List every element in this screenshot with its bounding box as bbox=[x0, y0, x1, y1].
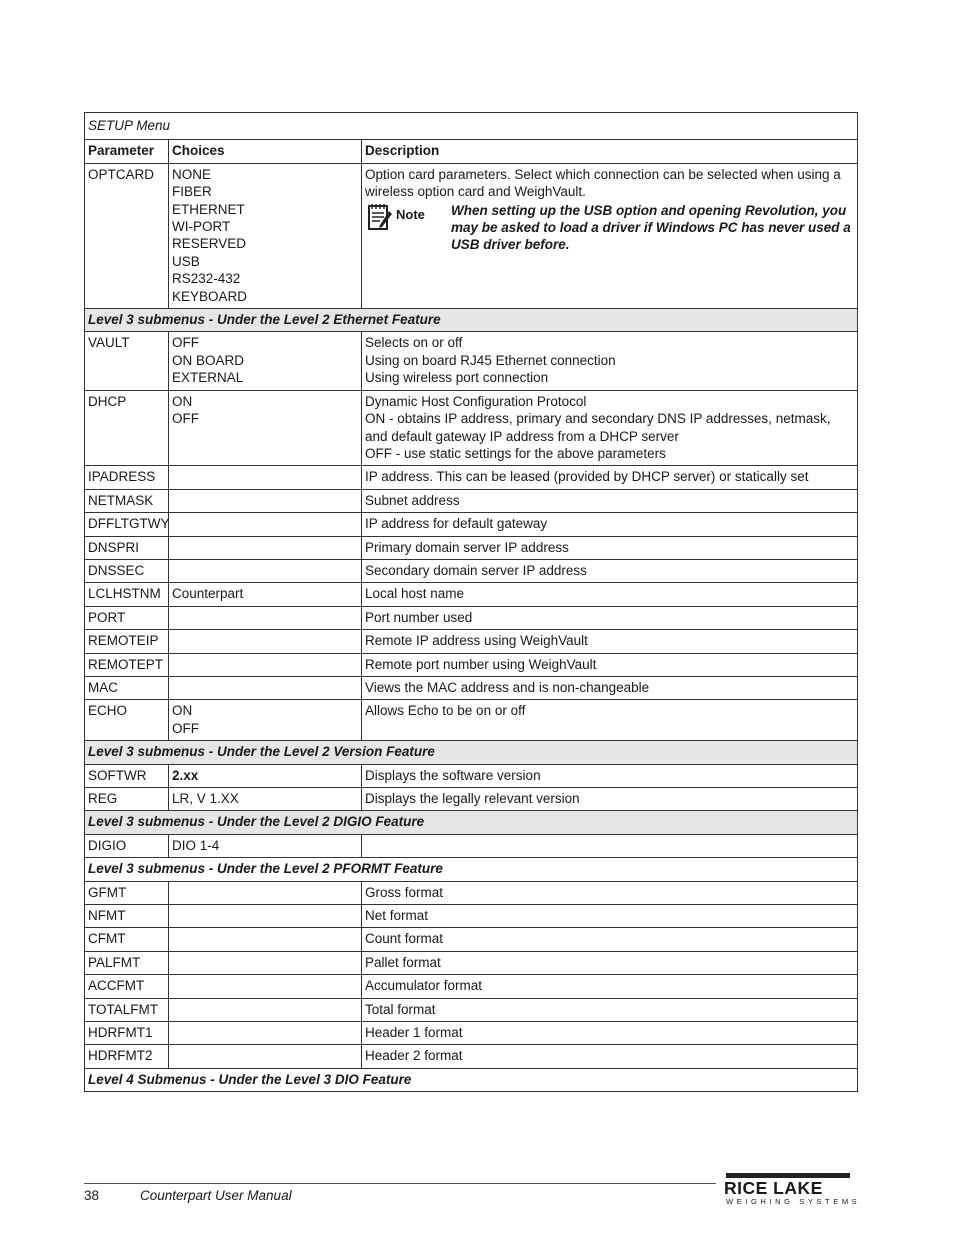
param-cell: NFMT bbox=[85, 905, 169, 928]
choice-item: RS232-432 bbox=[172, 271, 241, 287]
param-cell: CFMT bbox=[85, 928, 169, 951]
description-cell: IP address. This can be leased (provided by DHCP server) or statically set bbox=[362, 466, 858, 489]
param-cell: DNSSEC bbox=[85, 559, 169, 582]
setup-menu-table bbox=[84, 112, 858, 1092]
choices-cell bbox=[169, 466, 362, 489]
choice-item: ON bbox=[172, 703, 193, 719]
choices-cell bbox=[169, 653, 362, 676]
table-row bbox=[85, 466, 858, 489]
note-box bbox=[365, 202, 854, 254]
description-cell: Subnet address bbox=[362, 489, 858, 512]
logo-sub-text: WEIGHING SYSTEMS bbox=[726, 1197, 861, 1206]
description-cell: Secondary domain server IP address bbox=[362, 559, 858, 582]
description-line: Selects on or off bbox=[365, 335, 463, 351]
description-cell: Header 2 format bbox=[362, 1045, 858, 1068]
table-row bbox=[85, 536, 858, 559]
table-row bbox=[85, 653, 858, 676]
table-row-vault bbox=[85, 332, 858, 390]
param-cell: ECHO bbox=[85, 700, 169, 741]
choice-item: ON bbox=[172, 393, 193, 409]
param-cell: MAC bbox=[85, 676, 169, 699]
choice-item: NONE bbox=[172, 166, 212, 182]
choices-cell bbox=[169, 905, 362, 928]
description-cell: Pallet format bbox=[362, 951, 858, 974]
choices-cell bbox=[169, 881, 362, 904]
table-row bbox=[85, 928, 858, 951]
choices-cell: DIO 1-4 bbox=[169, 834, 362, 857]
description-cell: Remote IP address using WeighVault bbox=[362, 630, 858, 653]
param-cell: ACCFMT bbox=[85, 975, 169, 998]
note-text: When setting up the USB option and opening Revolution, you may be asked to load a driver if Windows PC has never used a USB driver before. bbox=[451, 202, 851, 253]
choice-item: OFF bbox=[172, 335, 199, 351]
header-parameter: Parameter bbox=[85, 140, 169, 163]
section-title: Level 3 submenus - Under the Level 2 DIGIO Feature bbox=[85, 811, 858, 834]
choices-cell bbox=[169, 998, 362, 1021]
table-row bbox=[85, 676, 858, 699]
choices-cell bbox=[169, 700, 362, 741]
section-row bbox=[85, 1068, 858, 1091]
section-row bbox=[85, 811, 858, 834]
table-title: SETUP Menu bbox=[85, 113, 858, 140]
description-cell: Primary domain server IP address bbox=[362, 536, 858, 559]
param-cell: OPTCARD bbox=[85, 163, 169, 308]
choice-item: USB bbox=[172, 253, 200, 269]
section-row bbox=[85, 858, 858, 881]
header-description: Description bbox=[362, 140, 858, 163]
description-line: Using on board RJ45 Ethernet connection bbox=[365, 352, 616, 368]
choices-cell bbox=[169, 1045, 362, 1068]
table-row-dhcp bbox=[85, 390, 858, 466]
param-cell: GFMT bbox=[85, 881, 169, 904]
choices-cell bbox=[169, 390, 362, 466]
table-row bbox=[85, 513, 858, 536]
table-row bbox=[85, 559, 858, 582]
section-title: Level 4 Submenus - Under the Level 3 DIO Feature bbox=[85, 1068, 858, 1091]
choice-item: EXTERNAL bbox=[172, 370, 244, 386]
choice-item: WI-PORT bbox=[172, 219, 231, 235]
note-badge bbox=[365, 202, 451, 254]
choices-cell bbox=[169, 332, 362, 390]
notepad-icon bbox=[365, 202, 395, 232]
table-row-optcard bbox=[85, 163, 858, 308]
choices-cell bbox=[169, 951, 362, 974]
description-cell: Remote port number using WeighVault bbox=[362, 653, 858, 676]
table-row bbox=[85, 998, 858, 1021]
description-cell bbox=[362, 332, 858, 390]
description-cell: Count format bbox=[362, 928, 858, 951]
param-cell: DHCP bbox=[85, 390, 169, 466]
choices-cell: LR, V 1.XX bbox=[169, 788, 362, 811]
choices-cell: 2.xx bbox=[169, 764, 362, 787]
param-cell: HDRFMT1 bbox=[85, 1022, 169, 1045]
section-title: Level 3 submenus - Under the Level 2 Version Feature bbox=[85, 741, 858, 764]
choices-cell bbox=[169, 1022, 362, 1045]
table-row-echo bbox=[85, 700, 858, 741]
rice-lake-logo bbox=[724, 1173, 861, 1206]
table-row bbox=[85, 606, 858, 629]
description-line: Dynamic Host Configuration Protocol bbox=[365, 393, 587, 409]
description-text: Option card parameters. Select which connection can be selected when using a wireless option card and WeighVault. bbox=[365, 166, 841, 200]
param-cell: DNSPRI bbox=[85, 536, 169, 559]
table-row bbox=[85, 630, 858, 653]
choice-item: RESERVED bbox=[172, 236, 247, 252]
choices-cell bbox=[169, 163, 362, 308]
param-cell: REG bbox=[85, 788, 169, 811]
logo-main-text: RICE LAKE bbox=[724, 1178, 823, 1198]
choices-cell bbox=[169, 606, 362, 629]
param-cell: REMOTEPT bbox=[85, 653, 169, 676]
description-line: OFF - use static settings for the above parameters bbox=[365, 445, 666, 461]
param-cell: SOFTWR bbox=[85, 764, 169, 787]
section-row bbox=[85, 741, 858, 764]
page-number: 38 bbox=[84, 1188, 100, 1203]
description-cell: Local host name bbox=[362, 583, 858, 606]
manual-title: Counterpart User Manual bbox=[140, 1188, 292, 1203]
choice-item: OFF bbox=[172, 411, 199, 427]
table-row bbox=[85, 881, 858, 904]
param-cell: IPADRESS bbox=[85, 466, 169, 489]
table-row bbox=[85, 489, 858, 512]
description-cell: Total format bbox=[362, 998, 858, 1021]
param-cell: TOTALFMT bbox=[85, 998, 169, 1021]
choices-cell bbox=[169, 536, 362, 559]
choice-item: ETHERNET bbox=[172, 201, 245, 217]
table-row bbox=[85, 1045, 858, 1068]
table-row bbox=[85, 951, 858, 974]
table-row bbox=[85, 975, 858, 998]
description-cell: Views the MAC address and is non-changeable bbox=[362, 676, 858, 699]
choices-cell bbox=[169, 630, 362, 653]
description-cell: Allows Echo to be on or off bbox=[362, 700, 858, 741]
table-title-row bbox=[85, 113, 858, 140]
param-cell: HDRFMT2 bbox=[85, 1045, 169, 1068]
table-row bbox=[85, 1022, 858, 1045]
param-cell: LCLHSTNM bbox=[85, 583, 169, 606]
description-line: ON - obtains IP address, primary and secondary DNS IP addresses, netmask, and default gateway IP address from a DHCP server bbox=[365, 411, 831, 444]
description-cell: Gross format bbox=[362, 881, 858, 904]
choices-cell bbox=[169, 975, 362, 998]
choices-cell bbox=[169, 489, 362, 512]
param-cell: VAULT bbox=[85, 332, 169, 390]
description-cell bbox=[362, 390, 858, 466]
table-row bbox=[85, 764, 858, 787]
choice-item: FIBER bbox=[172, 184, 212, 200]
param-cell: PORT bbox=[85, 606, 169, 629]
section-title: Level 3 submenus - Under the Level 2 Ethernet Feature bbox=[85, 309, 858, 332]
footer-rule bbox=[84, 1183, 716, 1184]
section-row bbox=[85, 309, 858, 332]
note-label: Note bbox=[396, 206, 425, 222]
param-cell: NETMASK bbox=[85, 489, 169, 512]
section-title: Level 3 submenus - Under the Level 2 PFORMT Feature bbox=[85, 858, 858, 881]
description-cell: Displays the software version bbox=[362, 764, 858, 787]
choices-cell bbox=[169, 928, 362, 951]
table-row bbox=[85, 583, 858, 606]
description-cell: IP address for default gateway bbox=[362, 513, 858, 536]
param-cell: DFFLTGTWY bbox=[85, 513, 169, 536]
description-cell: Accumulator format bbox=[362, 975, 858, 998]
table-row bbox=[85, 834, 858, 857]
choice-item: KEYBOARD bbox=[172, 288, 248, 304]
description-cell bbox=[362, 163, 858, 308]
description-cell: Port number used bbox=[362, 606, 858, 629]
choice-item: OFF bbox=[172, 720, 199, 736]
choices-cell bbox=[169, 559, 362, 582]
param-cell: DIGIO bbox=[85, 834, 169, 857]
description-cell bbox=[362, 834, 858, 857]
table-header-row bbox=[85, 140, 858, 163]
description-cell: Displays the legally relevant version bbox=[362, 788, 858, 811]
param-cell: REMOTEIP bbox=[85, 630, 169, 653]
choices-cell bbox=[169, 676, 362, 699]
table-row bbox=[85, 905, 858, 928]
table-row bbox=[85, 788, 858, 811]
header-choices: Choices bbox=[169, 140, 362, 163]
choice-item: ON BOARD bbox=[172, 352, 245, 368]
description-line: Using wireless port connection bbox=[365, 370, 549, 386]
choices-cell bbox=[169, 513, 362, 536]
choices-cell: Counterpart bbox=[169, 583, 362, 606]
param-cell: PALFMT bbox=[85, 951, 169, 974]
description-cell: Net format bbox=[362, 905, 858, 928]
description-cell: Header 1 format bbox=[362, 1022, 858, 1045]
